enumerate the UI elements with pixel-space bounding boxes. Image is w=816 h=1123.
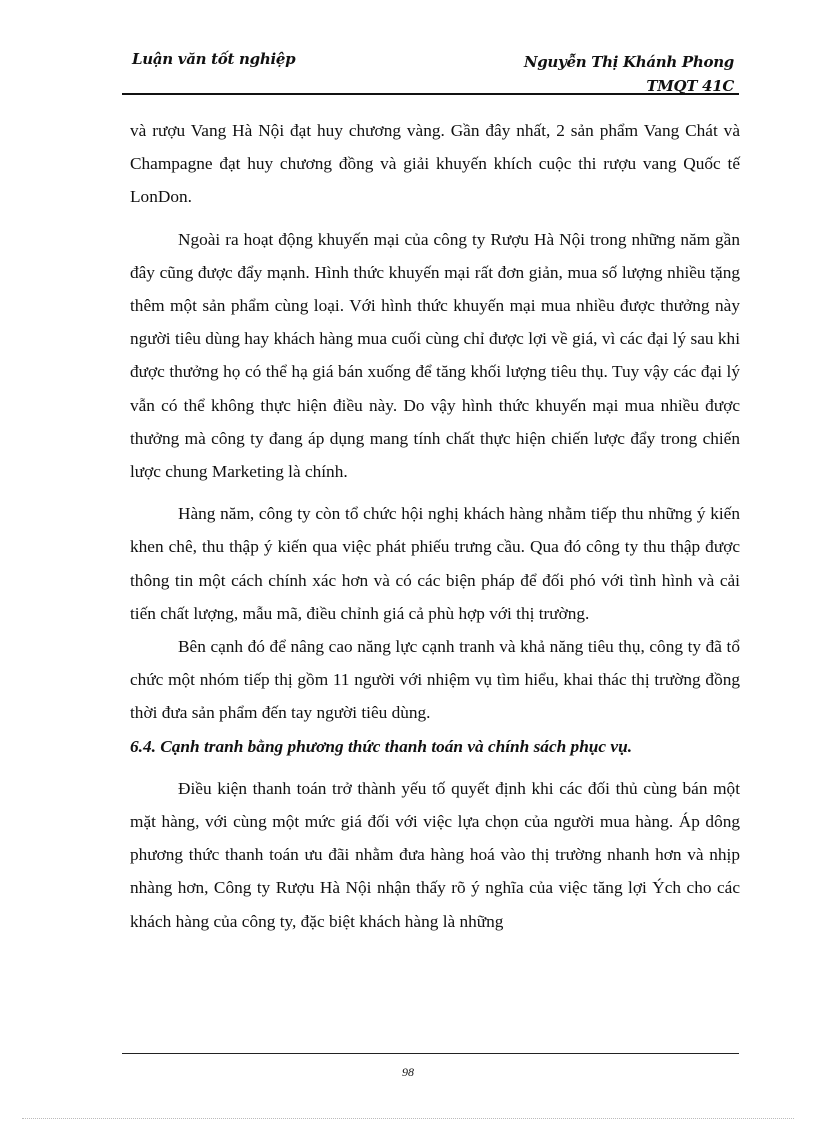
section-heading: 6.4. Cạnh tranh bằng phương thức thanh toán và chính sách phục vụ. xyxy=(130,736,633,756)
header-class-code: TMQT 41C xyxy=(646,77,734,95)
paragraph-customer-conference: Hàng năm, công ty còn tổ chức hội nghị khách hàng nhằm tiếp thu những ý kiến khen chê, thu thập ý kiến qua việc phát phiếu trưng cầu. Qua đó công ty thu thập được thông tin một cách chính xác hơn và có các biện pháp để đối phó với tình hình và cải tiến chất lượng, mẫu mã, điều chỉnh giá cả phù hợp với thị trường. xyxy=(130,504,740,623)
header-author xyxy=(524,50,734,98)
paragraph-promotion: Ngoài ra hoạt động khuyến mại của công ty Rượu Hà Nội trong những năm gần đây cũng được đẩy mạnh. Hình thức khuyến mại rất đơn giản, mua số lượng nhiều tặng thêm một sản phẩm cùng loại. Với hình thức khuyến mại mua nhiều được thưởng này người tiêu dùng hay khách hàng mua cuối cùng chỉ được lợi về giá, vì các đại lý sau khi được thưởng họ có thể hạ giá bán xuống để tăng khối lượng tiêu thụ. Tuy vậy các đại lý vẫn có thể không thực hiện điều này. Do vậy hình thức khuyến mại mua nhiều được thưởng mà công ty đang áp dụng mang tính chất thực hiện chiến lược đẩy trong chiến lược chung Marketing là chính. xyxy=(130,229,740,482)
paragraph-payment-terms: Điều kiện thanh toán trở thành yếu tố quyết định khi các đối thủ cùng bán một mặt hàng, với cùng một mức giá đối với việc lựa chọn của người mua hàng. Áp dông phương thức thanh toán ưu đãi nhằm đưa hàng hoá vào thị trường nhanh hơn và nhịp nhàng hơn, Công ty Rượu Hà Nội nhận thấy rõ ý nghĩa của việc tăng lợi Ých cho các khách hàng của công ty, đặc biệt khách hàng là những xyxy=(130,778,740,931)
paragraph-marketing-team: Bên cạnh đó để nâng cao năng lực cạnh tranh và khả năng tiêu thụ, công ty đã tổ chức một nhóm tiếp thị gồm 11 người với nhiệm vụ tìm hiểu, khai thác thị trường đồng thời đưa sản phẩm đến tay người tiêu dùng. xyxy=(130,637,740,723)
paragraph-continuation: và rượu Vang Hà Nội đạt huy chương vàng. Gần đây nhất, 2 sản phẩm Vang Chát và Champagne đạt huy chương đồng và giải khuyến khích cuộc thi rượu vang Quốc tế LonDon. xyxy=(130,121,740,207)
document-body xyxy=(130,114,740,938)
header-thesis-label: Luận văn tốt nghiệp xyxy=(132,50,296,68)
header-author-name: Nguyễn Thị Khánh Phong xyxy=(523,53,734,71)
page-number: 98 xyxy=(402,1065,414,1079)
footer-divider xyxy=(122,1053,739,1054)
page-edge-dotted-line xyxy=(22,1118,794,1119)
header-divider xyxy=(122,93,739,95)
